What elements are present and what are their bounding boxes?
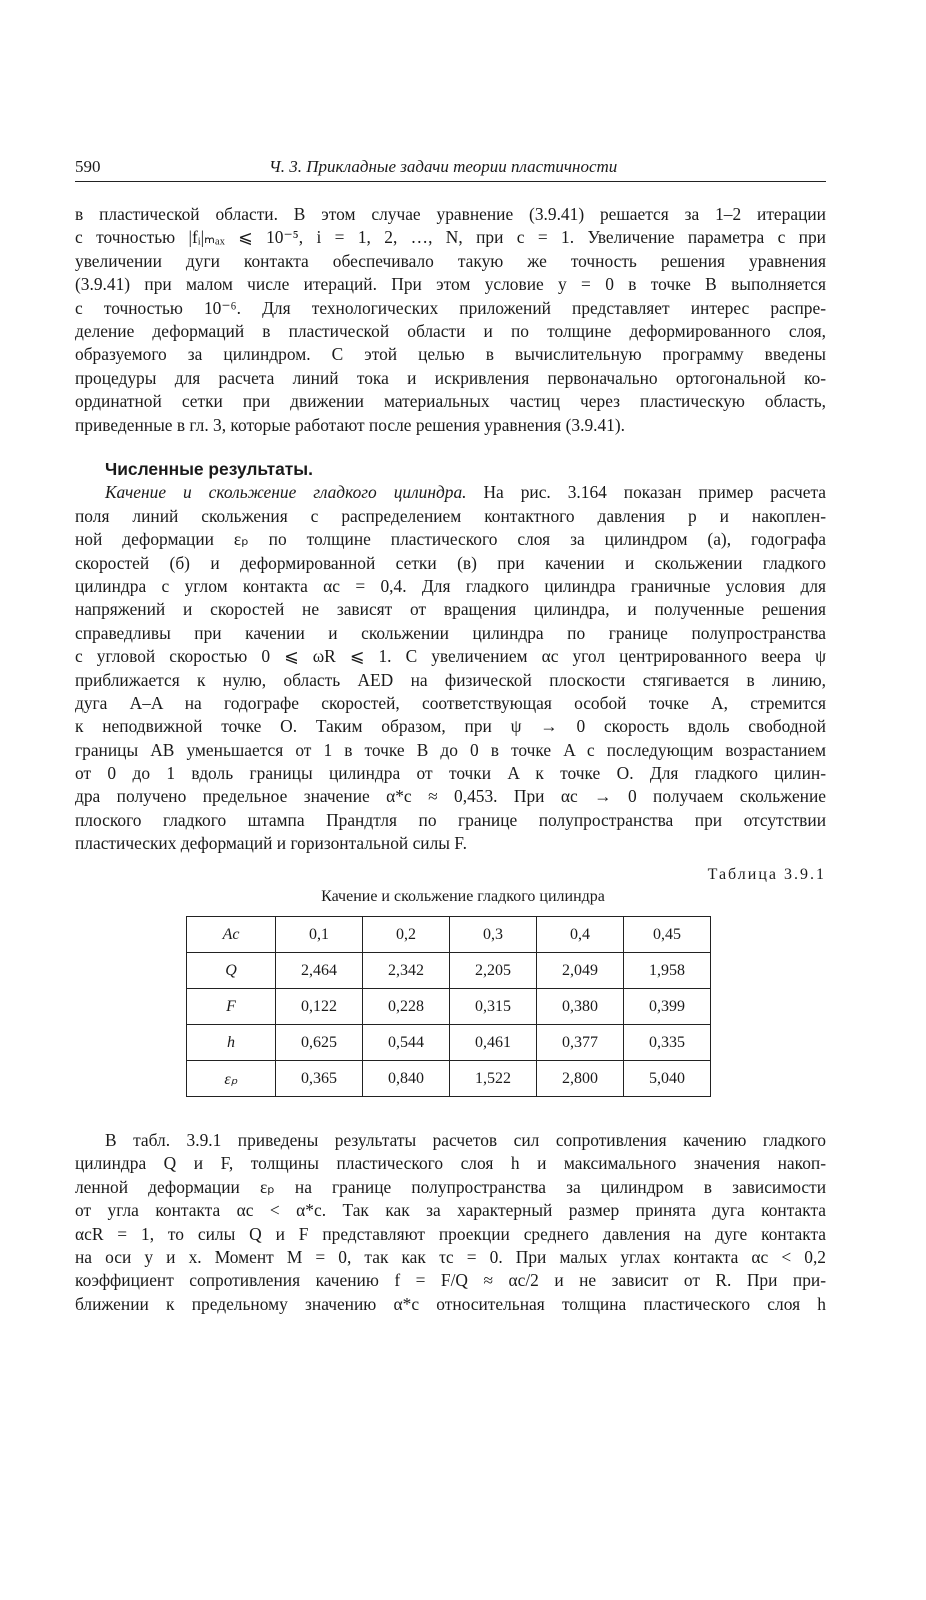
text-line: к неподвижной точке O. Таким образом, при ψ → 0 скорость вдоль свободной [75, 716, 826, 737]
text-line: цилиндра Q и F, толщины пластического слоя h и максимального значения накоп- [75, 1153, 826, 1174]
text-line: скоростей (б) и деформированной сетки (в) при качении и скольжении гладкого [75, 552, 826, 573]
table-cell: 0,399 [624, 989, 711, 1025]
section-heading: Численные результаты. [105, 459, 313, 479]
table-cell: 0,625 [276, 1025, 363, 1061]
paragraph-2 [75, 458, 826, 856]
text-line: коэффициент сопротивления качению f = F/Q ≈ αc/2 и не зависит от R. При при- [75, 1270, 826, 1291]
table-cell: 0,228 [363, 989, 450, 1025]
text-line: деление деформаций в пластической области и по толщине деформированного слоя, [75, 320, 826, 341]
row-header: εₚ [187, 1061, 276, 1097]
table-cell: 0,365 [276, 1061, 363, 1097]
table-cell: 1,958 [624, 953, 711, 989]
row-header: Q [187, 953, 276, 989]
text-line: дуга A–A на годографе скоростей, соответствующая особой точке A, стремится [75, 692, 826, 713]
row-header: Aс [187, 917, 276, 953]
table-caption: Качение и скольжение гладкого цилиндра [321, 888, 605, 905]
table-cell: 2,049 [537, 953, 624, 989]
table-cell: 0,315 [450, 989, 537, 1025]
text-line: в пластической области. В этом случае уравнение (3.9.41) решается за 1–2 итерации [75, 204, 826, 224]
text-line: увеличении дуги контакта обеспечивало такую же точность решения уравнения [75, 250, 826, 271]
text-line: процедуры для расчета линий тока и искривления первоначально ортогональной ко- [75, 367, 826, 388]
text-line: поля линий скольжения с распределением контактного давления p и накоплен- [75, 505, 826, 526]
table-cell: 0,335 [624, 1025, 711, 1061]
table-row [187, 1025, 711, 1061]
table-cell: 0,461 [450, 1025, 537, 1061]
page-header [75, 153, 826, 182]
paragraph-3 [75, 1129, 826, 1316]
page-number: 590 [75, 157, 101, 176]
row-header: F [187, 989, 276, 1025]
text-line: с точностью |fᵢ|ₘₐₓ ⩽ 10⁻⁵, i = 1, 2, …, N, при c = 1. Увеличение параметра c при [75, 227, 826, 248]
text-line: образуемого за цилиндром. С этой целью в вычислительную программу введены [75, 344, 826, 365]
table-cell: 5,040 [624, 1061, 711, 1097]
text-line: ленной деформации εₚ на границе полупространства за цилиндром в зависимости [75, 1176, 826, 1197]
row-header: h [187, 1025, 276, 1061]
text-line: ближении к предельному значению α*c относительная толщина пластического слоя h [75, 1293, 826, 1314]
paragraph-1 [75, 203, 826, 437]
table-cell: 0,4 [537, 917, 624, 953]
text-line-lead [75, 481, 826, 504]
table-cell: 0,544 [363, 1025, 450, 1061]
text-line: границы AB уменьшается от 1 в точке B до 0 в точке A с последующим возрастанием [75, 739, 826, 760]
table-cell: 0,2 [363, 917, 450, 953]
text-line: от 0 до 1 вдоль границы цилиндра от точки A к точке O. Для гладкого цилин- [75, 763, 826, 784]
table-row [187, 1061, 711, 1097]
text-line: пластических деформаций и горизонтальной силы F. [75, 833, 467, 854]
table-row [187, 917, 711, 953]
table-cell: 0,3 [450, 917, 537, 953]
text-line: ной деформации εₚ по толщине пластического слоя за цилиндром (а), годографа [75, 529, 826, 550]
text-line: на оси y и x. Момент M = 0, так как τc = 0. При малых углах контакта αc < 0,2 [75, 1246, 826, 1267]
text-line: с точностью 10⁻⁶. Для технологических приложений представляет интерес распре- [75, 297, 826, 318]
table-cell: 0,45 [624, 917, 711, 953]
table-cell: 2,342 [363, 953, 450, 989]
table-row [187, 953, 711, 989]
table-cell: 0,380 [537, 989, 624, 1025]
lead-rest: На рис. 3.164 показан пример расчета [466, 482, 826, 503]
text-line: справедливы при качении и скольжении цилиндра по границе полупространства [75, 622, 826, 643]
text-line: приведенные в гл. 3, которые работают после решения уравнения (3.9.41). [75, 414, 626, 435]
table-cell: 0,377 [537, 1025, 624, 1061]
table-cell: 1,522 [450, 1061, 537, 1097]
text-line: В табл. 3.9.1 приведены результаты расчетов сил сопротивления качению гладкого [105, 1130, 826, 1150]
results-table [186, 916, 711, 1097]
table-row [187, 989, 711, 1025]
text-line: цилиндра с углом контакта αc = 0,4. Для гладкого цилиндра граничные условия для [75, 575, 826, 596]
text-line: ординатной сетки при движении материальных частиц через пластическую область, [75, 391, 826, 412]
text-line: с угловой скоростью 0 ⩽ ωR ⩽ 1. С увеличением αc угол центрированного веера ψ [75, 646, 826, 667]
text-line: αcR = 1, то силы Q и F представляют проекции среднего давления на дуге контакта [75, 1223, 826, 1244]
text-line: от угла контакта αc < α*c. Так как за характерный размер принята дуга контакта [75, 1200, 826, 1221]
text-line: (3.9.41) при малом числе итераций. При этом условие y = 0 в точке B выполняется [75, 274, 826, 295]
table-cell: 0,840 [363, 1061, 450, 1097]
lead-italic: Качение и скольжение гладкого цилиндра. [105, 482, 467, 503]
table-cell: 2,464 [276, 953, 363, 989]
table-cell: 0,122 [276, 989, 363, 1025]
table-cell: 2,800 [537, 1061, 624, 1097]
table-label: Таблица 3.9.1 [707, 866, 826, 883]
text-line: приближается к нулю, область AED на физической плоскости стягивается в линию, [75, 669, 826, 690]
table-cell: 2,205 [450, 953, 537, 989]
text-line: плоского гладкого штампа Прандтля по границе полупространства при отсутствии [75, 809, 826, 830]
text-line: дра получено предельное значение α*c ≈ 0,453. При αc → 0 получаем скольжение [75, 786, 826, 807]
table-cell: 0,1 [276, 917, 363, 953]
running-title: Ч. 3. Прикладные задачи теории пластичности [269, 157, 618, 176]
text-line: напряжений и скоростей не зависят от вращения цилиндра, и полученные решения [75, 599, 826, 620]
